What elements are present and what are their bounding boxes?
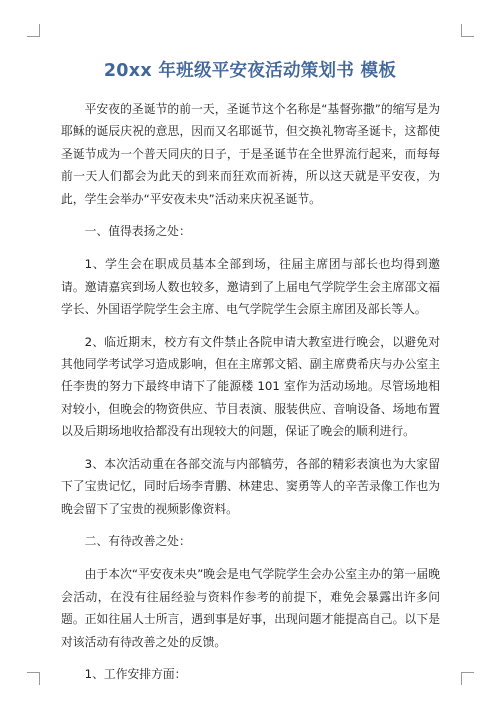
page-corner-mark-bottom-right <box>461 672 474 685</box>
section-heading-improve: 二、有待改善之处： <box>84 533 191 548</box>
praise-item-2: 2、临近期末，校方有文件禁止各院申请大教室进行晚会，以避免对其他同学考试学习造成影响，但在主席郭文韬、副主席费希庆与办公室主任李贵的努力下最终申请下了能源楼 101 室作为活动场地。尽管场地相对较小，但晚会的物资供应、节目表演、服装供应、音响设备、场地布置以及后期场地收拾都没有出现较大的问题，保证了晚会的顺利进行。 <box>61 334 440 439</box>
praise-item-1: 1、学生会在职成员基本全部到场，往届主席团与部长也均得到邀请。邀请嘉宾到场人数也较多，邀请到了上届电气学院学生会主席邵文福学长、外国语学院学生会主席、电气学院学生会原主席团及部长等人。 <box>61 257 440 317</box>
intro-paragraph: 平安夜的圣诞节的前一天，圣诞节这个名称是“基督弥撒”的缩写是为耶稣的诞辰庆祝的意思，因而又名耶诞节，但交换礼物寄圣诞卡，这都使圣诞节成为一个普天同庆的日子，于是圣诞节在全世界流行起来，而每每前一天人们都会为此天的到来而狂欢而祈祷，所以这天就是平安夜，为此，学生会举办“平安夜未央”活动来庆祝圣诞节。 <box>61 102 440 206</box>
document-body <box>61 98 440 696</box>
subheading-work-arrangement: 1、工作安排方面： <box>84 666 187 681</box>
document-title: 20xx 年班级平安夜活动策划书 模板 <box>103 61 397 81</box>
page-corner-mark-top-right <box>461 24 474 37</box>
improve-intro-paragraph: 由于本次“平安夜未央”晚会是电气学院学生会办公室主办的第一届晚会活动，在没有往届经验与资料作参考的前提下，难免会暴露出许多问题。正如往届人士所言，遇到事是好事，出现问题才能提高自己。以下是对该活动有待改善之处的反馈。 <box>61 567 440 649</box>
praise-item-3: 3、本次活动重在各部交流与内部犒劳，各部的精彩表演也为大家留下了宝贵记忆，同时后场李青鹏、林建忠、窦勇等人的辛苦录像工作也为晚会留下了宝贵的视频影像资料。 <box>61 456 440 516</box>
page-corner-mark-top-left <box>27 24 40 37</box>
page-corner-mark-bottom-left <box>27 672 40 685</box>
section-heading-praise: 一、值得表扬之处： <box>84 224 191 239</box>
